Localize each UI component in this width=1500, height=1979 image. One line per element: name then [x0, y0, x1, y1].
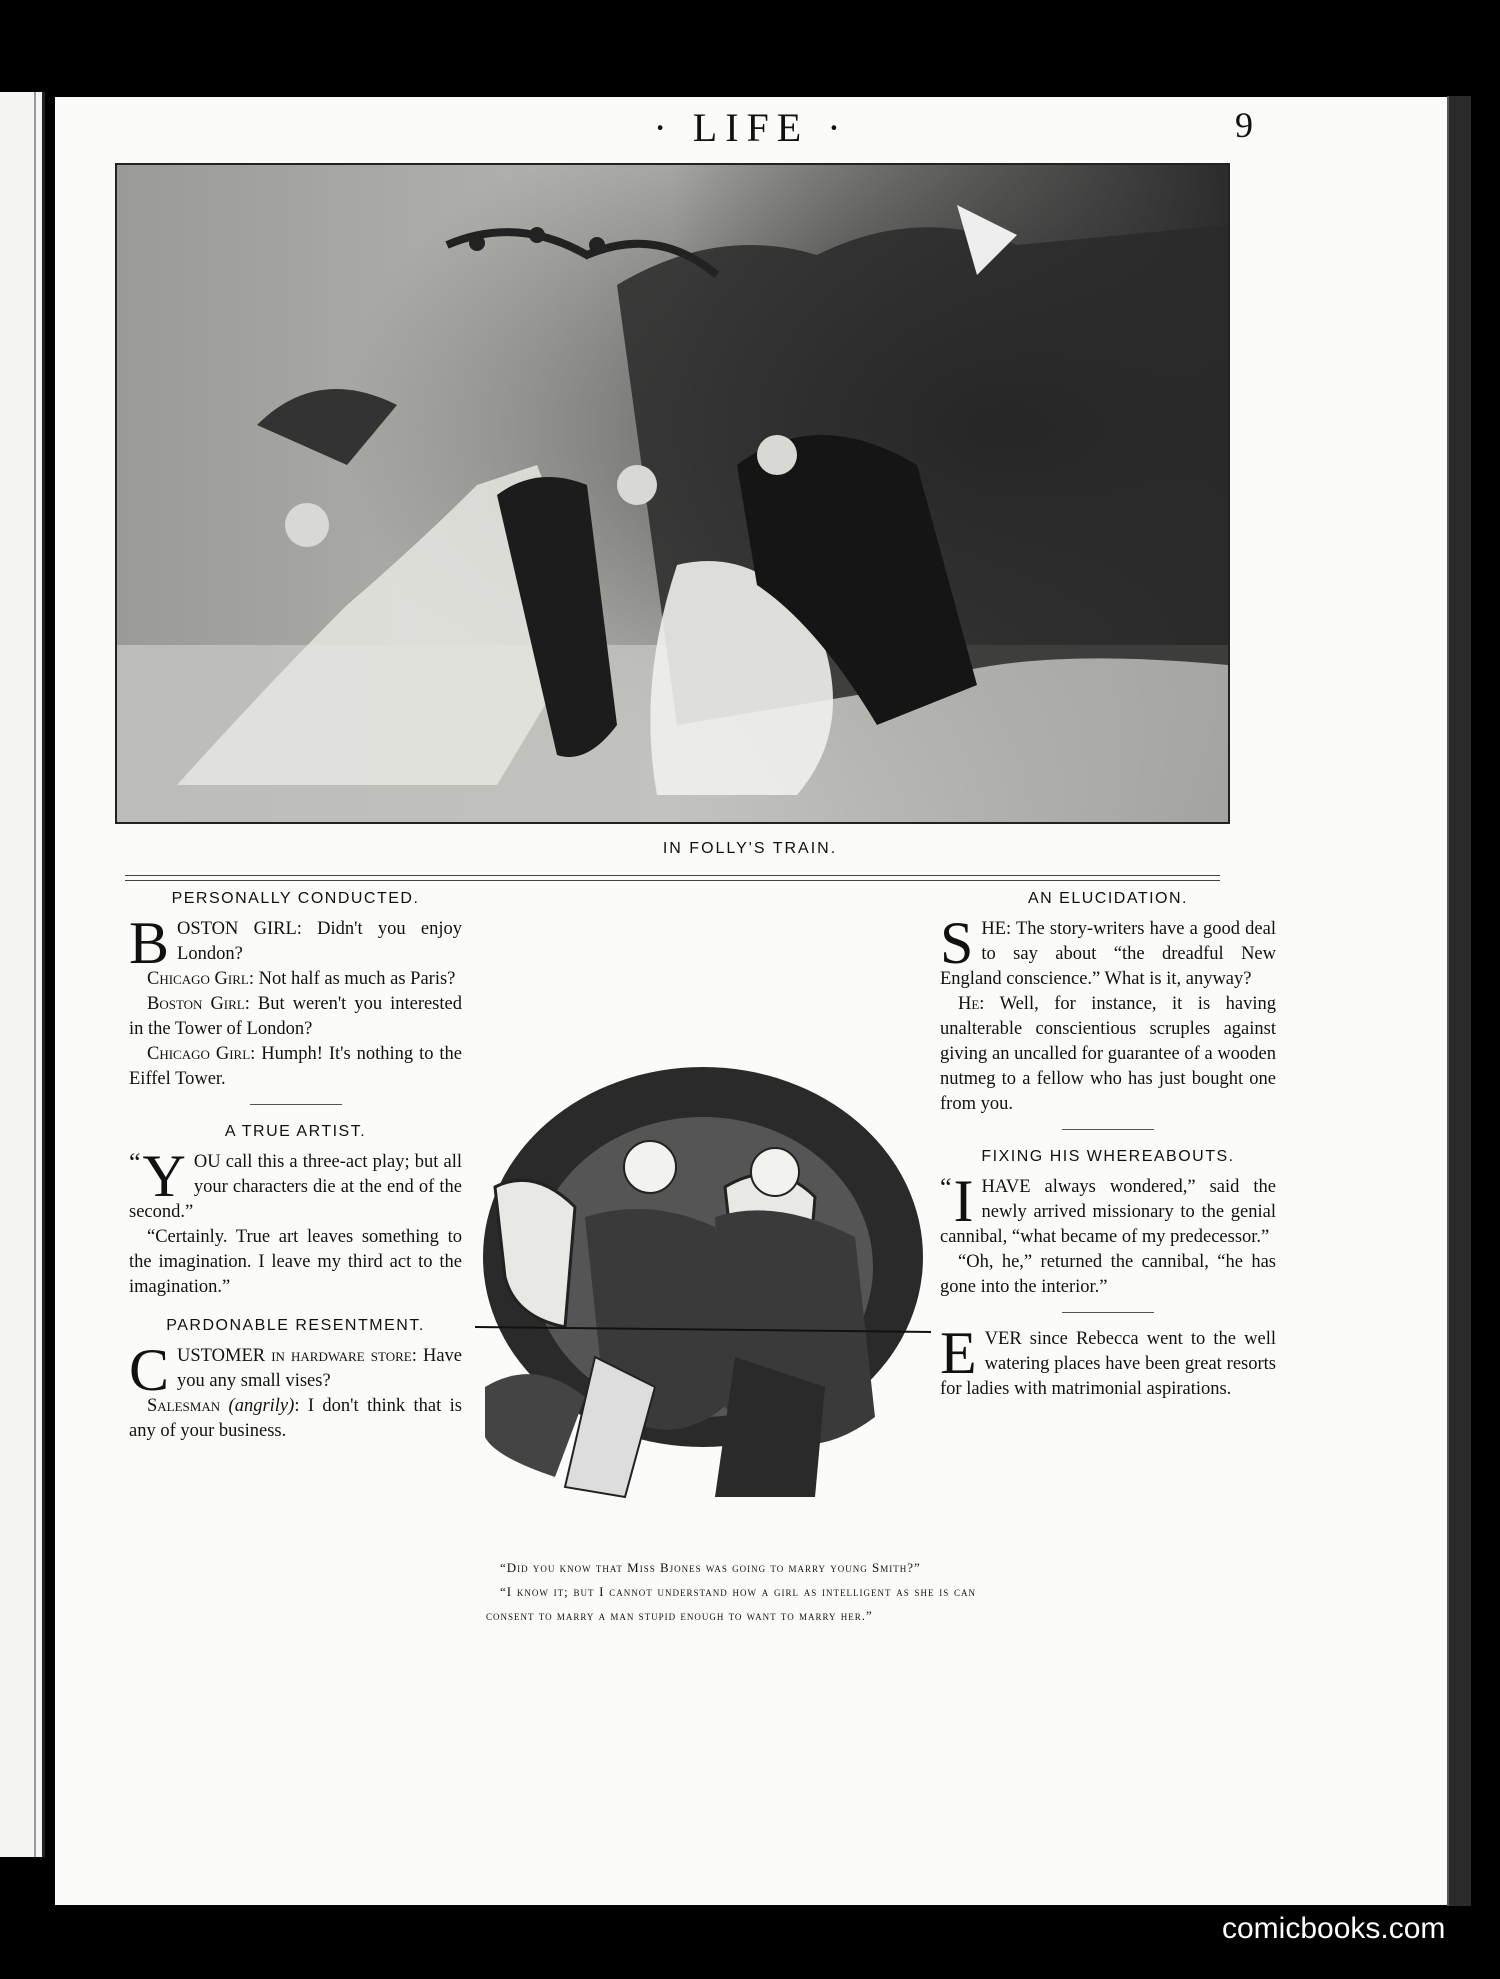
article-separator [250, 1104, 342, 1105]
drop-cap: C [129, 1337, 170, 1403]
article-paragraph: Chicago Girl: Not half as much as Paris? [147, 969, 456, 989]
illustration-art [117, 165, 1228, 822]
article-paragraph: “ I HAVE always wondered,” said the newly arrived missionary to the genial cannibal, “what became of my predecessor.” [940, 1168, 1276, 1247]
article-paragraph: “ Y OU call this a three-act play; but all your characters die at the end of the second.” [129, 1143, 462, 1222]
article-paragraph: CUSTOMER in hardware store: Have you any small vises? [129, 1337, 462, 1403]
caption-line: “Did you know that Miss Bjones was going to marry young Smith?” [500, 1560, 921, 1575]
article-paragraph: He: Well, for instance, it is having unalterable conscientious scruples against giving an uncalled for guarantee of a wooden nutmeg to a fellow who has just bought one from you. [940, 994, 1276, 1114]
article-heading-fixing-his-whereabouts: FIXING HIS WHEREABOUTS. [981, 1148, 1235, 1165]
article-paragraph: Chicago Girl: Humph! It's nothing to the Eiffel Tower. [129, 1044, 462, 1089]
article-paragraph: SHE: The story-writers have a good deal to say about “the dreadful New England conscience.” What is it, anyway? [940, 910, 1276, 989]
article-heading-a-true-artist: A TRUE ARTIST. [224, 1123, 367, 1140]
article-heading-an-elucidation: AN ELUCIDATION. [1028, 890, 1188, 907]
site-watermark: comicbooks.com [1222, 1912, 1446, 1945]
drop-cap: E [940, 1320, 977, 1386]
article-paragraph: “Oh, he,” returned the cannibal, “he has gone into the interior.” [940, 1252, 1276, 1297]
article-separator [1062, 1312, 1154, 1313]
article-paragraph: Salesman (angrily): I don't think that is any of your business. [129, 1396, 463, 1441]
right-column [940, 886, 1276, 1402]
right-page-edge [1447, 96, 1471, 1906]
article-separator [1062, 1129, 1154, 1130]
masthead-title: · LIFE · [653, 105, 849, 150]
article-paragraph: “Certainly. True art leaves something to the imagination. I leave my third act to the imagination.” [129, 1227, 462, 1297]
left-column [129, 886, 462, 1444]
drop-cap: I [953, 1168, 974, 1234]
caption-line: “I know it; but I cannot understand how a girl as intelligent as she is can consent to marry a man stupid enough to want to marry her.” [486, 1584, 976, 1623]
left-page-edge [0, 92, 45, 1857]
article-paragraph: BOSTON GIRL: Didn't you enjoy London? [129, 910, 462, 976]
drop-cap: B [129, 910, 170, 976]
illustration-caption: IN FOLLY'S TRAIN. [662, 840, 838, 857]
article-paragraph: EVER since Rebecca went to the well watering places have been great resorts for ladies with matrimonial aspirations. [940, 1320, 1276, 1399]
drop-cap: S [940, 910, 974, 976]
article-paragraph: Boston Girl: But weren't you interested in the Tower of London? [129, 994, 462, 1039]
illustration-art [475, 1057, 931, 1545]
article-heading-personally-conducted: PERSONALLY CONDUCTED. [171, 890, 420, 907]
illustration-dialogue [486, 1556, 976, 1628]
article-heading-pardonable-resentment: PARDONABLE RESENTMENT. [166, 1317, 425, 1334]
two-women-illustration [475, 1057, 931, 1545]
page-number: 9 [1235, 105, 1253, 145]
drop-cap: Y [142, 1143, 186, 1209]
folly-train-illustration [115, 163, 1230, 824]
section-divider [125, 875, 1220, 881]
